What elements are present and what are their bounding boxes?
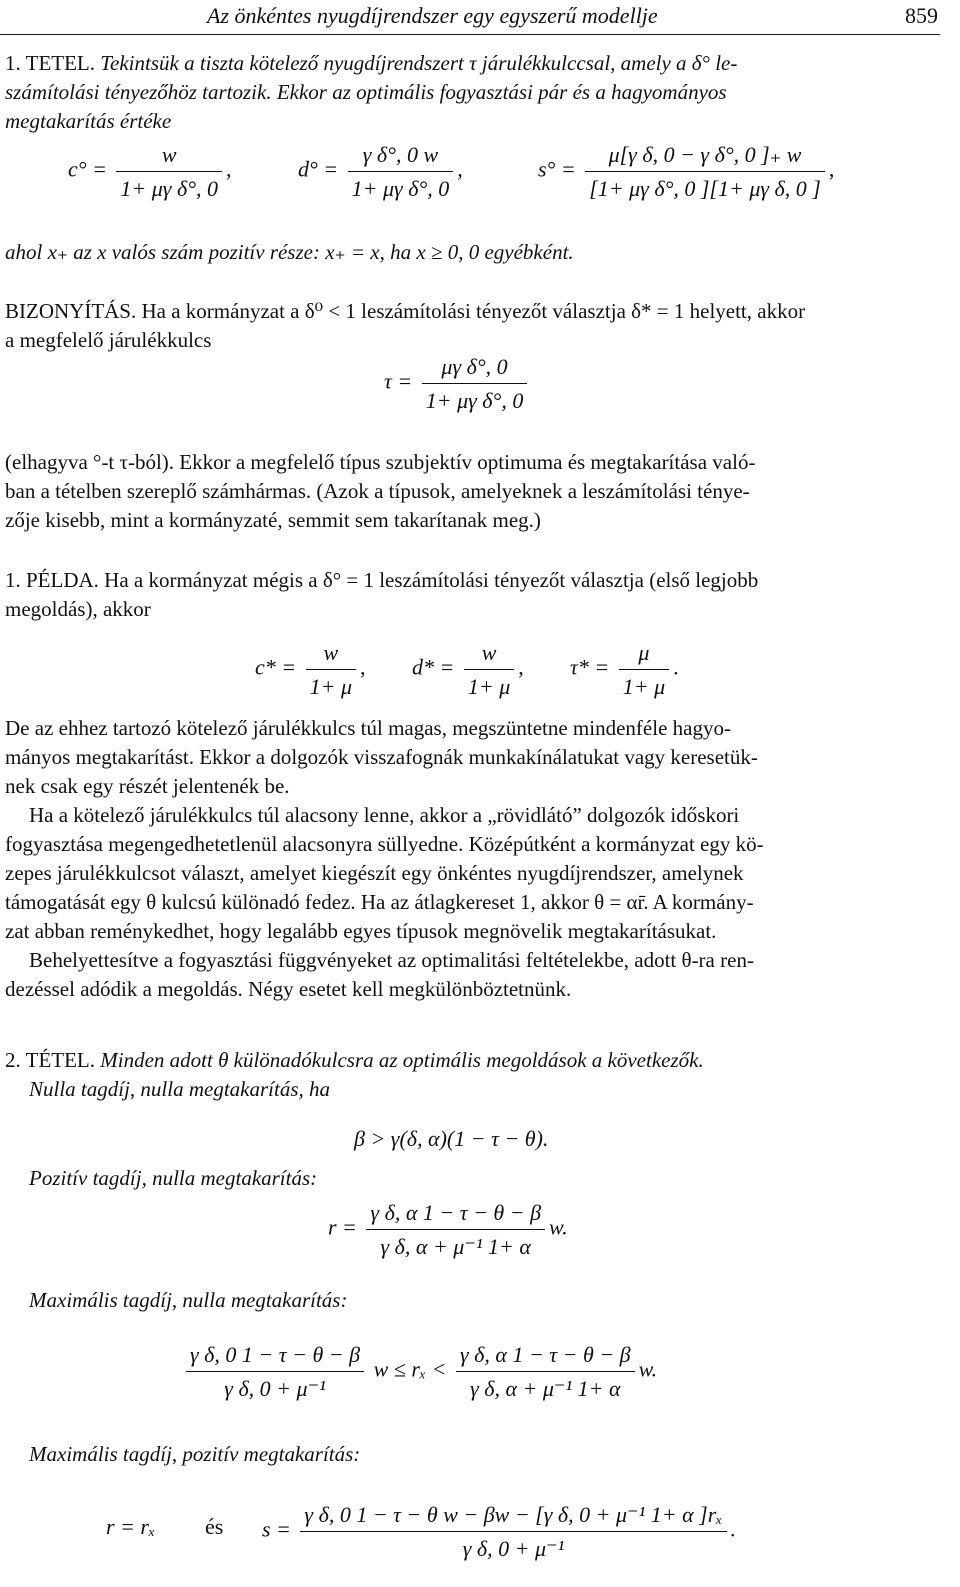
eq-dstar-den: 1+ μ bbox=[467, 674, 511, 699]
eq-taustar-frac bbox=[619, 638, 669, 701]
paragraph-line: támogatását egy θ kulcsú különadó fedez. Ha az átlagkereset 1, akkor θ = αr̄. A kormány- bbox=[5, 890, 754, 914]
eq-d-frac bbox=[348, 140, 454, 203]
eq-cstar-num: w bbox=[306, 638, 356, 670]
paragraph-line: nek csak egy részét jelentenék be. bbox=[5, 774, 290, 798]
proof-text-b: a megfelelő járulékkulcs bbox=[5, 328, 212, 352]
case3-den-left: γ δ, 0 + μ⁻¹ bbox=[224, 1376, 326, 1401]
eq-c-frac bbox=[116, 140, 222, 203]
proof-text-top bbox=[5, 297, 940, 355]
eq-tau-lhs: τ = bbox=[384, 368, 413, 394]
eq-c-lhs: c° = bbox=[68, 156, 107, 182]
body-paragraphs bbox=[5, 714, 940, 1004]
example1-text-a: Ha a kormányzat mégis a δ° = 1 leszámítolási tényezőt választja (első legjobb bbox=[104, 568, 759, 592]
case3-eq bbox=[182, 1340, 657, 1403]
eq-c-den: 1+ μγ δ°, 0 bbox=[120, 176, 219, 201]
case3-num-left: γ δ, 0 1 − τ − θ − β bbox=[186, 1340, 364, 1372]
eq-dstar-frac bbox=[464, 638, 514, 701]
eq-d-star: d* = $\frac{w}{1+ \mu}$ , bbox=[412, 640, 524, 699]
eq-tau-den: 1+ μγ δ°, 0 bbox=[425, 388, 524, 413]
proof-label: BIZONYÍTÁS. bbox=[5, 299, 137, 323]
theorem1-statement bbox=[5, 49, 940, 136]
case4-es: és bbox=[205, 1514, 224, 1539]
case3-frac-left bbox=[186, 1340, 364, 1403]
eq-s-num: μ[γ δ, 0 − γ δ°, 0 ]₊ w bbox=[585, 140, 825, 172]
proof-text-bottom bbox=[5, 448, 940, 535]
eq-c-circ: c° = $\frac{w}{\text{1+ μγ δ°, 0}}$ , bbox=[68, 142, 232, 201]
paragraph-line: mányos megtakarítást. Ekkor a dolgozók visszafognák munkakínálatukat vagy keresetük- bbox=[5, 745, 758, 769]
case4-r-eq: r = rₓ bbox=[106, 1514, 156, 1539]
paragraph-line: zepes járulékkulcsot választ, amelyet kiegészít egy önkéntes nyugdíjrendszer, amelynek bbox=[5, 861, 744, 885]
eq-cstar-frac bbox=[306, 638, 356, 701]
eq-dstar-num: w bbox=[464, 638, 514, 670]
theorem1-text-a: Tekintsük a tiszta kötelező nyugdíjrendszert τ járulékkulccsal, amely a δ° le- bbox=[100, 51, 738, 75]
case3-tail: w. bbox=[638, 1356, 658, 1382]
eq-tau-star: τ* = $\frac{\mu}{1+ \mu}$ . bbox=[570, 640, 679, 699]
case3-num-right: γ δ, α 1 − τ − θ − β bbox=[456, 1340, 635, 1372]
case4-s bbox=[262, 1500, 736, 1563]
theorem1-text-b: számítolási tényezőhöz tartozik. Ekkor az optimális fogyasztási pár és a hagyományos bbox=[5, 80, 727, 104]
case4-r bbox=[106, 1512, 155, 1541]
example1-text bbox=[5, 566, 940, 624]
running-title: Az önkéntes nyugdíjrendszer egy egyszerű modellje bbox=[207, 3, 658, 28]
eq-cstar-lhs: c* = bbox=[255, 654, 297, 680]
case2-den: γ δ, α + μ⁻¹ 1+ α bbox=[380, 1234, 531, 1259]
eq-s-lhs: s° = bbox=[538, 156, 576, 182]
paragraph-line: De az ehhez tartozó kötelező járulékkulcs túl magas, megszüntetne mindenféle hagyo- bbox=[5, 716, 731, 740]
proof-text-d: ban a tételben szereplő számhármas. (Azok a típusok, amelyeknek a leszámítolási ténye- bbox=[5, 479, 750, 503]
eq-d-lhs: d° = bbox=[298, 156, 339, 182]
case2-title: Pozitív tagdíj, nulla megtakarítás: bbox=[29, 1166, 318, 1190]
case4-s-lhs: s = bbox=[262, 1516, 291, 1542]
eq-d-circ: d° = $\frac{\text{γ δ°, 0 w}}{\text{1+ μγ δ°, 0}}$ , bbox=[298, 142, 463, 201]
proof-text-e: zője kisebb, mint a kormányzaté, semmit sem takarítanak meg.) bbox=[5, 508, 541, 532]
eq-c-star: c* = $\frac{w}{1+ \mu}$ , bbox=[255, 640, 366, 699]
case3-mid: w ≤ rₓ < bbox=[373, 1356, 447, 1382]
theorem2-text: Minden adott θ különadókulcsra az optimális megoldások a következők. bbox=[100, 1048, 704, 1072]
eq-d-den: 1+ μγ δ°, 0 bbox=[351, 176, 450, 201]
case4-title: Maximális tagdíj, pozitív megtakarítás: bbox=[29, 1442, 361, 1466]
eq-d-num: γ δ°, 0 w bbox=[348, 140, 454, 172]
proof-text-a: Ha a kormányzat a δ⁰ < 1 leszámítolási tényezőt választja δ* = 1 helyett, akkor bbox=[141, 299, 806, 323]
eq-s-frac bbox=[585, 140, 825, 203]
case2-lhs: r = bbox=[328, 1214, 357, 1240]
eq-taustar-num: μ bbox=[619, 638, 669, 670]
case4-frac bbox=[300, 1500, 726, 1563]
theorem1-note: ahol x₊ az x valós szám pozitív része: x₊ = x, ha x ≥ 0, 0 egyébként. bbox=[5, 240, 574, 264]
paragraph-line: Ha a kötelező járulékkulcs túl alacsony lenne, akkor a „rövidlátó” dolgozók időskori bbox=[29, 803, 740, 827]
theorem2-label: 2. TÉTEL. bbox=[5, 1048, 96, 1072]
paragraph-line: dezéssel adódik a megoldás. Négy esetet kell megkülönböztetnünk. bbox=[5, 977, 572, 1001]
case3-den-right: γ δ, α + μ⁻¹ 1+ α bbox=[470, 1376, 621, 1401]
paragraph-line: fogyasztása megengedhetetlenül alacsonyra süllyedne. Középútként a kormányzat egy kö- bbox=[5, 832, 764, 856]
eq-tau-num: μγ δ°, 0 bbox=[422, 352, 528, 384]
case3-title: Maximális tagdíj, nulla megtakarítás: bbox=[29, 1288, 348, 1312]
eq-tau-frac bbox=[422, 352, 528, 415]
case4-tail: . bbox=[730, 1516, 737, 1542]
running-header bbox=[0, 0, 940, 35]
theorem1-text-c: megtakarítás értéke bbox=[5, 109, 172, 133]
eq-tau bbox=[384, 352, 531, 415]
example1-text-b: megoldás), akkor bbox=[5, 597, 151, 621]
example1-label: 1. PÉLDA. bbox=[5, 568, 99, 592]
theorem1-label: 1. TETEL. bbox=[5, 51, 96, 75]
eq-taustar-lhs: τ* = bbox=[570, 654, 610, 680]
eq-s-den: [1+ μγ δ°, 0 ][1+ μγ δ, 0 ] bbox=[589, 176, 821, 201]
eq-taustar-den: 1+ μ bbox=[622, 674, 666, 699]
paragraph-line: Behelyettesítve a fogyasztási függvényeket az optimalitási feltételekbe, adott θ-ra ren- bbox=[29, 948, 754, 972]
case1-eq: β > γ(δ, α)(1 − τ − θ). bbox=[354, 1126, 549, 1151]
proof-text-c: (elhagyva °-t τ-ból). Ekkor a megfelelő típus szubjektív optimuma és megtakarítása való- bbox=[5, 450, 756, 474]
page-number: 859 bbox=[905, 3, 938, 28]
case2-tail: w. bbox=[549, 1214, 568, 1240]
case4-den: γ δ, 0 + μ⁻¹ bbox=[462, 1536, 565, 1561]
theorem2-statement bbox=[5, 1046, 940, 1104]
case2-num: γ δ, α 1 − τ − θ − β bbox=[366, 1198, 545, 1230]
eq-s-circ: s° = $\frac{\text{μ[γ δ, 0 − γ δ°, 0 ]₊ w}}{\text{[1+ μγ δ°, 0 ][1+ μγ δ, 0 ]}}$ , bbox=[538, 142, 835, 201]
eq-cstar-den: 1+ μ bbox=[309, 674, 353, 699]
case2-frac bbox=[366, 1198, 545, 1261]
case2-eq bbox=[328, 1198, 568, 1261]
eq-c-num: w bbox=[116, 140, 222, 172]
paragraph-line: zat abban reménykedhet, hogy legalább egyes típusok megnövelik megtakarításukat. bbox=[5, 919, 717, 943]
case4-num: γ δ, 0 1 − τ − θ w − βw − [γ δ, 0 + μ⁻¹ 1+ α ]rₓ bbox=[300, 1500, 726, 1532]
eq-dstar-lhs: d* = bbox=[412, 654, 455, 680]
case3-frac-right bbox=[456, 1340, 635, 1403]
case1-title: Nulla tagdíj, nulla megtakarítás, ha bbox=[29, 1077, 331, 1101]
